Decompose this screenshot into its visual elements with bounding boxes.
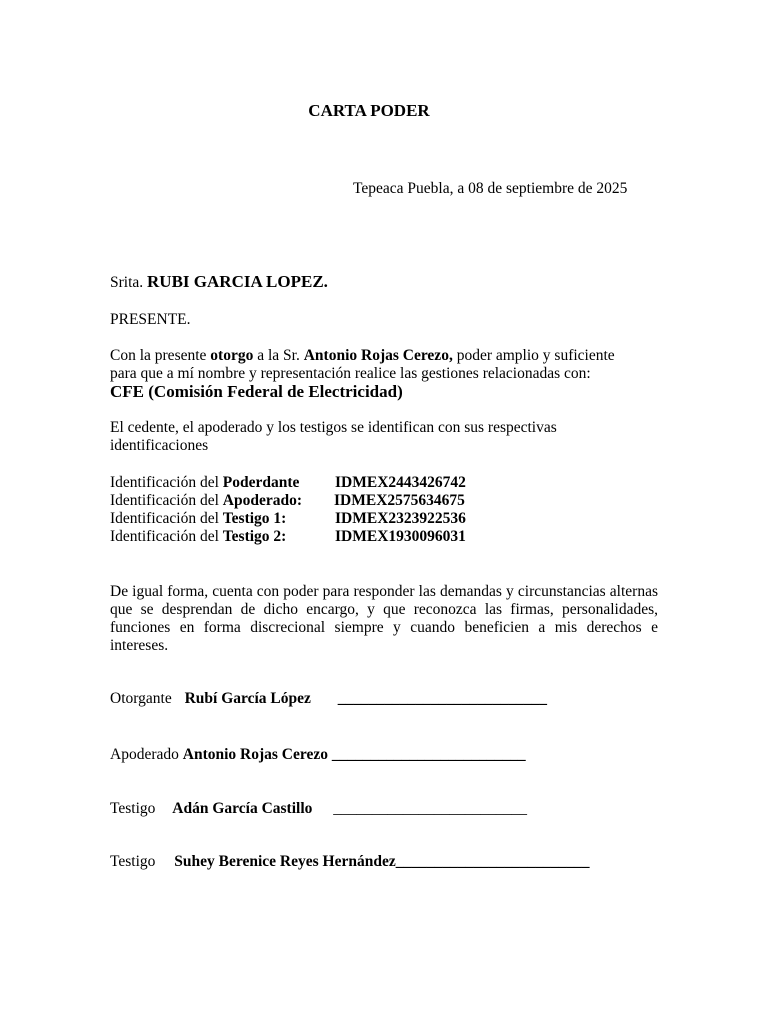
presente-line: PRESENTE. — [110, 311, 191, 328]
signature-row-attorney — [110, 746, 526, 764]
identification-label: Identificación del Poderdante — [110, 474, 300, 491]
signature-role: Testigo — [110, 800, 156, 817]
addressee — [110, 273, 328, 292]
signature-role: Apoderado — [110, 746, 179, 763]
place-date: Tepeaca Puebla, a 08 de septiembre de 2025 — [353, 180, 628, 197]
identification-value: IDMEX1930096031 — [335, 528, 466, 545]
signature-line: ___________________________ — [337, 690, 548, 707]
grant-paragraph-line-1 — [110, 347, 658, 365]
signature-name: Adán García Castillo — [172, 800, 313, 817]
signature-row-witness-1 — [110, 800, 527, 818]
grant-text-1: Con la presente — [110, 347, 211, 364]
signature-name: Rubí García López — [184, 690, 311, 707]
identification-label: Identificación del Testigo 2: — [110, 528, 287, 545]
addressee-name: RUBI GARCIA LOPEZ. — [147, 272, 328, 291]
attorney-name: Antonio Rojas Cerezo, — [303, 347, 453, 364]
signature-name: Suhey Berenice Reyes Hernández — [174, 853, 396, 870]
identifications-list — [110, 474, 530, 546]
signature-role: Otorgante — [110, 690, 172, 707]
document-title: CARTA PODER — [308, 101, 430, 120]
addressee-prefix: Srita. — [110, 274, 144, 291]
signature-line: _________________________ — [333, 800, 528, 817]
identification-row — [110, 492, 530, 510]
identification-row — [110, 528, 530, 546]
identification-value: IDMEX2323922536 — [335, 510, 466, 527]
identification-paragraph: El cedente, el apoderado y los testigos se identifican con sus respectivas identificaciones — [110, 419, 557, 454]
signature-line: _________________________ — [395, 853, 590, 870]
identification-value: IDMEX2575634675 — [334, 492, 465, 509]
identification-label: Identificación del Testigo 1: — [110, 510, 287, 527]
identification-row — [110, 474, 530, 492]
grant-verb: otorgo — [210, 347, 254, 364]
signature-row-grantor — [110, 690, 547, 708]
identification-row — [110, 510, 530, 528]
identification-value: IDMEX2443426742 — [335, 474, 466, 491]
grant-paragraph — [110, 347, 658, 383]
identification-label: Identificación del Apoderado: — [110, 492, 302, 509]
signature-row-witness-2 — [110, 853, 589, 871]
signature-name: Antonio Rojas Cerezo — [182, 746, 328, 763]
grant-text-2: a la Sr. — [253, 347, 304, 364]
entity-name: CFE (Comisión Federal de Electricidad) — [110, 382, 403, 401]
powers-paragraph: De igual forma, cuenta con poder para responder las demandas y circunstancias alternas que se desprendan de dicho encargo, y que reconozca las firmas, personalidades, funciones en forma discrecional siempre y cuando beneficien a mis derechos e intereses. — [110, 583, 658, 654]
grant-paragraph-line-2: para que a mí nombre y representación realice las gestiones relacionadas con: — [110, 365, 591, 382]
signature-role: Testigo — [110, 853, 156, 870]
grant-text-3: poder amplio y suficiente — [452, 347, 615, 364]
signature-line: _________________________ — [331, 746, 526, 763]
